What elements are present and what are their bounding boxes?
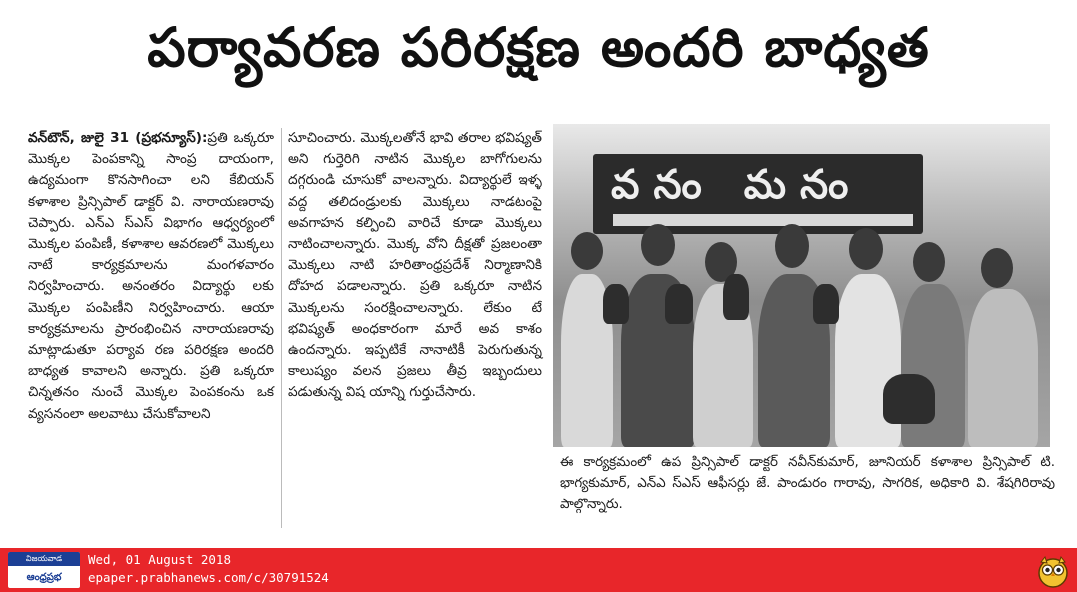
footer-date: Wed, 01 August 2018 — [88, 552, 231, 567]
footer-url[interactable]: epaper.prabhanews.com/c/30791524 — [88, 570, 329, 585]
photo-caption-text: ఈ కార్యక్రమంలో ఉప ప్రిన్సిపాల్ డాక్టర్ నవీన్‌కుమార్, జూనియర్ కళాశాల ప్రిన్సిపాల్ టి. భాగ్యకుమార్, ఎన్ఎ స్ఎస్ ఆఫీసర్లు జే. పాండురం గారావు, సాగరిక, అధికారి వి. శేషగిరిరావు పాల్గొన్నారు. — [560, 455, 1055, 512]
sapling-pot — [603, 284, 629, 324]
logo-edition: విజయవాడ — [8, 552, 80, 566]
sapling-pot — [723, 274, 749, 320]
owl-icon[interactable] — [1036, 554, 1070, 588]
news-photo — [553, 124, 1050, 447]
person-head — [775, 224, 809, 268]
article-text-2: సూచించారు. మొక్కలతోనే భావి తరాల భవిష్యత్ అని గుర్తెరిగి నాటిన మొక్కల బాగోగులను దగ్గరుండి చూసుకో వాలన్నారు. విద్యార్థులే ఇళ్ళ వద్ద తలిదండ్రులకు మొక్కలు నాడటంపై అవగాహన కల్పించి వారిచే కూడా మొక్కలు నాటించాలన్నారు. మొక్క వోని దీక్షతో ప్రజలంతా మొక్కలు నాటి హరితాంధ్రప్రదేశ్ నిర్మాణానికి దోహద పడాలన్నారు. ప్రతి ఒక్కరూ నాటిన మొక్కలను సంరక్షించాలన్నారు. లేకుం టే భవిష్యత్ అంధకారంగా మారే అవ కాశం ఉందన్నారు. ఇప్పటికే నానాటికీ పెరుగుతున్న కాలుష్యం వలన ప్రజలు తీవ్ర ఇబ్బందులు పడుతున్న విష యాన్ని గుర్తుచేసారు. — [288, 130, 542, 401]
newspaper-logo[interactable] — [8, 552, 80, 588]
logo-title: ఆంధ్రప్రభ — [26, 572, 62, 583]
dateline: వన్‌టౌన్, జులై 31 (ప్రభన్యూస్): — [28, 130, 208, 146]
bag — [883, 374, 935, 424]
article-column-1 — [28, 128, 274, 425]
column-divider — [281, 128, 282, 528]
article-text-1: ప్రతి ఒక్కరూ మొక్కల పెంపకాన్ని సాంప్ర దాయంగా, ఉద్యమంగా కొనసాగించా లని కేబియన్ కళాశాల ప్రిన్సిపాల్ డాక్టర్ వి. నారాయణరావు చెప్పారు. ఎన్ఎ స్ఎస్ విభాగం ఆధ్వర్యంలో మొక్కల పంపిణీ, కళాశాల ఆవరణలో మొక్కలు నాటే కార్యక్రమాలను మంగళవారం నిర్వహించారు. అనంతరం విద్యార్థు లకు మొక్కల పంపిణీని నిర్వహించారు. ఆయా కార్యక్రమాలను ప్రారంభించిన నారాయణరావు మాట్లాడుతూ పర్యావ రణ పరిరక్షణ అందరి బాధ్యత కావాలని అన్నారు. ప్రతి ఒక్కరూ చిన్నతనం నుంచే మొక్కల పెంపకంను ఒక వ్యసనంలా అలవాటు చేసుకోవాలని — [28, 130, 274, 422]
headline: పర్యావరణ పరిరక్షణ అందరి బాధ్యత — [147, 15, 930, 79]
person-head — [981, 248, 1013, 288]
person-head — [849, 228, 883, 270]
person-head — [641, 224, 675, 266]
person-head — [913, 242, 945, 282]
sapling-pot — [813, 284, 839, 324]
person-head — [571, 232, 603, 270]
photo-banner-text: వనం మనం — [611, 162, 863, 208]
photo-caption — [560, 452, 1055, 515]
person-figure — [968, 289, 1038, 447]
article-column-2 — [288, 128, 542, 404]
sapling-pot — [665, 284, 693, 324]
